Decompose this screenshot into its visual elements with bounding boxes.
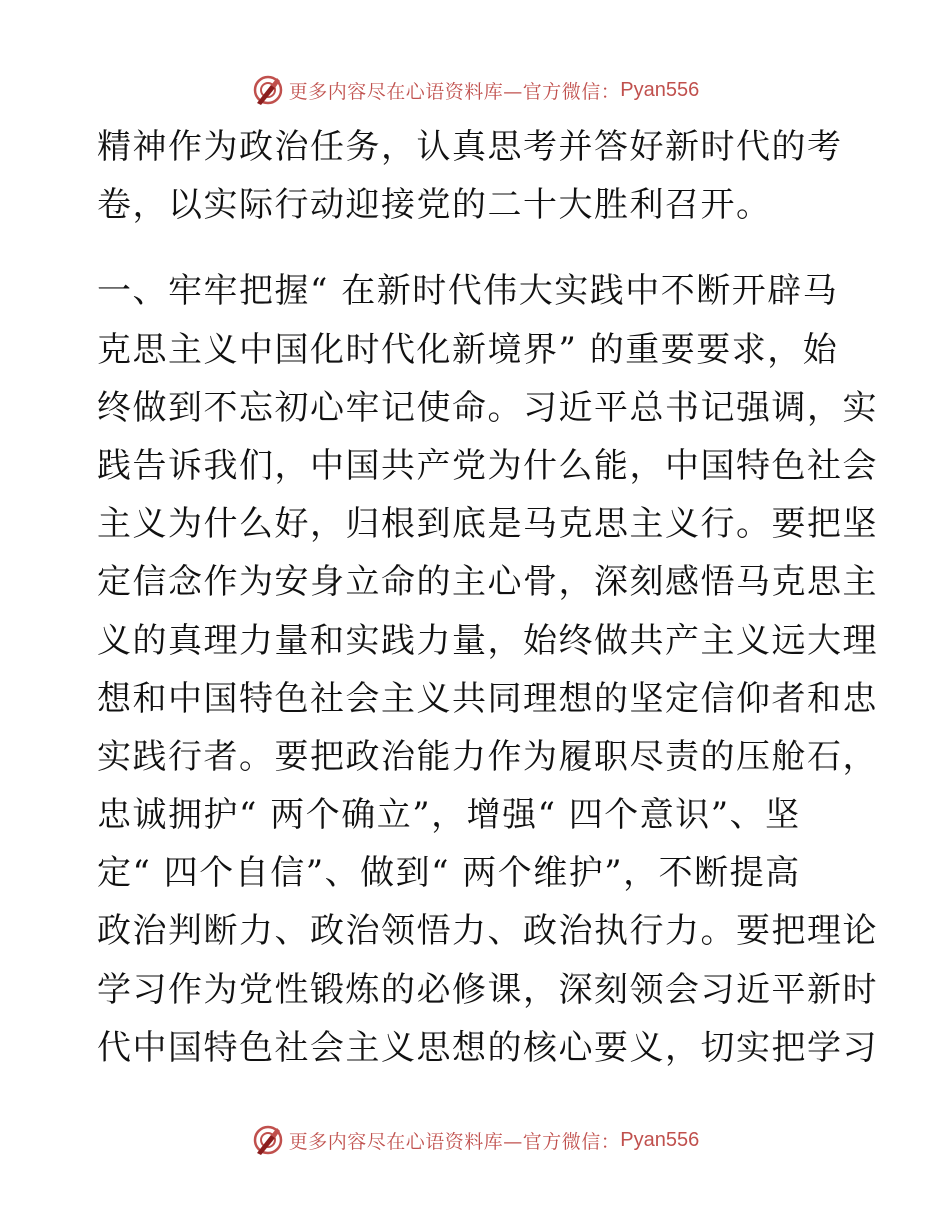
footer-banner-text: 更多内容尽在心语资料库—官方微信： <box>288 1130 621 1153</box>
text-line: 定“ 四个自信”、做到“ 两个维护”，不断提高 <box>97 853 801 894</box>
text-line: 定信念作为安身立命的主心骨，深刻感悟马克思主 <box>97 562 878 603</box>
pen-logo-icon <box>251 1123 285 1157</box>
text-line: 想和中国特色社会主义共同理想的坚定信仰者和忠 <box>97 678 878 719</box>
text-line: 忠诚拥护“ 两个确立”，增强“ 四个意识”、坚 <box>97 795 801 836</box>
paragraph-section-one <box>97 262 878 1077</box>
text-line: 实践行者。要把政治能力作为履职尽责的压舱石， <box>97 736 878 777</box>
text-line: 主义为什么好，归根到底是马克思主义行。要把坚 <box>97 504 878 545</box>
text-line: 政治判断力、政治领悟力、政治执行力。要把理论 <box>97 911 878 952</box>
text-line: 精神作为政治任务，认真思考并答好新时代的考 <box>97 127 843 167</box>
footer-wechat-id: Pyan556 <box>620 1128 700 1151</box>
text-line: 代中国特色社会主义思想的核心要义，切实把学习 <box>97 1027 878 1068</box>
pen-logo-icon <box>251 73 285 107</box>
header-banner <box>0 70 950 110</box>
document-body <box>97 118 878 1077</box>
text-line: 卷，以实际行动迎接党的二十大胜利召开。 <box>97 185 772 226</box>
text-line: 学习作为党性锻炼的必修课，深刻领会习近平新时 <box>97 969 878 1010</box>
text-line: 终做到不忘初心牢记使命。习近平总书记强调，实 <box>97 387 878 428</box>
section-heading-line: 一、牢牢把握“ 在新时代伟大实践中不断开辟马 <box>97 271 839 312</box>
text-line: 克思主义中国化时代化新境界” 的重要要求，始 <box>97 329 839 370</box>
header-banner-text: 更多内容尽在心语资料库—官方微信： <box>288 80 621 103</box>
text-line: 义的真理力量和实践力量，始终做共产主义远大理 <box>97 620 878 661</box>
header-wechat-id: Pyan556 <box>620 78 700 101</box>
paragraph-continuation <box>97 118 857 234</box>
footer-banner <box>0 1120 950 1160</box>
text-line: 践告诉我们，中国共产党为什么能，中国特色社会 <box>97 445 878 486</box>
